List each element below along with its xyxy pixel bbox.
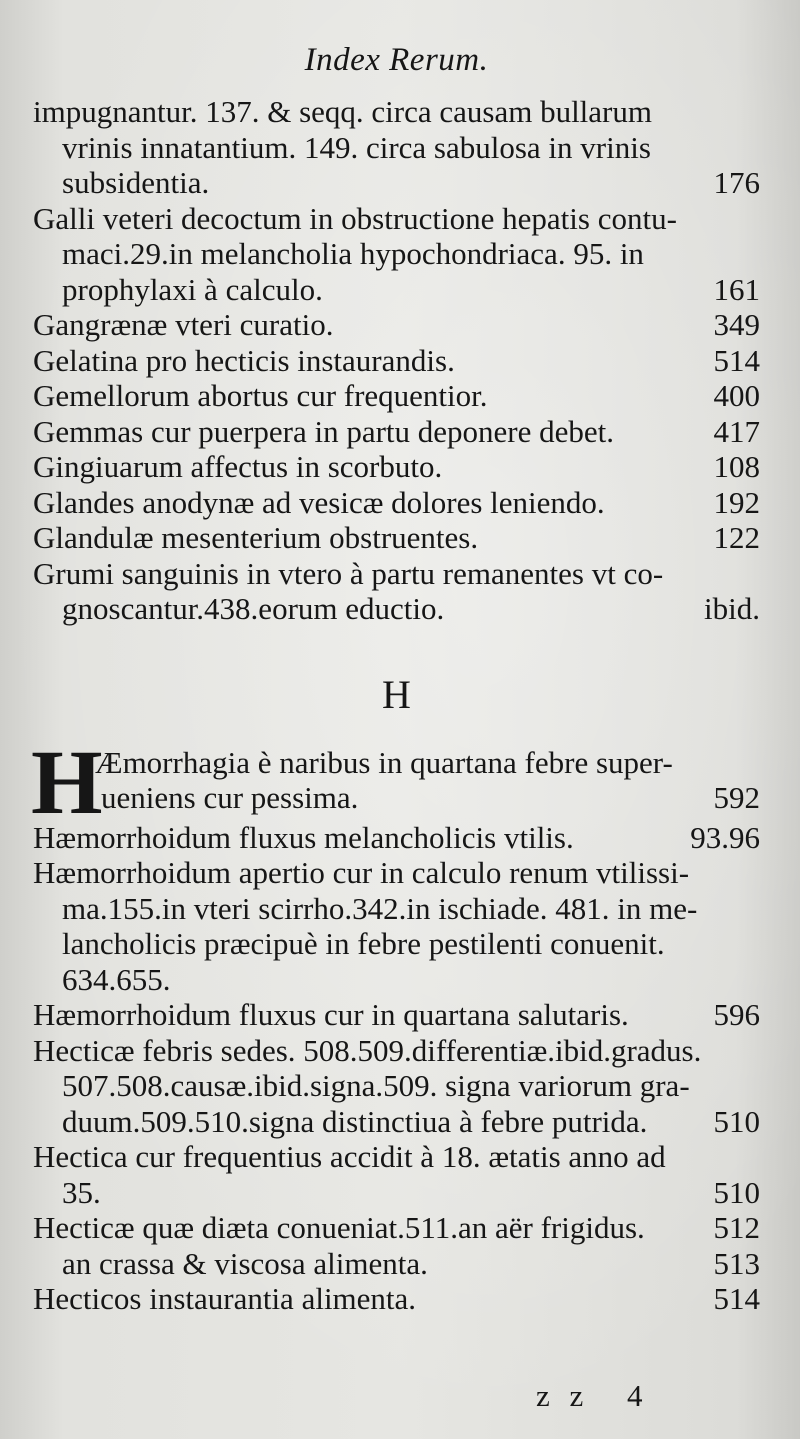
entry-line	[33, 307, 760, 343]
index-entry	[33, 855, 760, 997]
entry-line	[95, 780, 760, 816]
index-entry	[33, 378, 760, 414]
entry-page: 510	[713, 1174, 760, 1210]
entry-line	[33, 1175, 760, 1211]
entry-text: Glandes anodynæ ad vesicæ dolores leniendo.	[33, 484, 605, 520]
entry-text: Hæmorrhoidum fluxus cur in quartana salutaris.	[33, 997, 629, 1032]
entry-text: Hectica cur frequentius accidit à 18. ætatis anno ad	[33, 1139, 666, 1174]
entry-page: 108	[713, 449, 760, 484]
entry-page: 514	[713, 1281, 760, 1316]
index-entry	[33, 94, 760, 201]
entry-line	[33, 820, 760, 856]
entry-text: ma.155.in vteri scirrho.342.in ischiade. 481. in me-	[62, 890, 698, 926]
entry-line	[33, 556, 760, 592]
entry-text: subsidentia.	[62, 165, 210, 200]
drop-capital: H	[31, 730, 103, 833]
running-head: Index Rerum.	[304, 42, 489, 78]
entry-page: 596	[713, 997, 760, 1032]
entry-text: ueniens cur pessima.	[101, 780, 359, 815]
signature-letters: z z	[536, 1378, 590, 1413]
entry-text: Hæmorrhoidum fluxus melancholicis vtilis.	[33, 819, 574, 855]
entry-text: lancholicis præcipuè in febre pestilenti conuenit.	[62, 926, 665, 961]
index-entry	[33, 449, 760, 485]
entry-page: 400	[713, 378, 760, 413]
entry-text: 507.508.causæ.ibid.signa.509. signa variorum gra-	[62, 1068, 690, 1103]
entry-page: 514	[713, 342, 760, 378]
index-entry	[33, 556, 760, 627]
index-entry	[33, 485, 760, 521]
entry-line	[33, 1246, 760, 1282]
index-entry	[33, 997, 760, 1033]
entry-text: an crassa & viscosa alimenta.	[62, 1245, 428, 1281]
entry-page: 512	[713, 1210, 760, 1245]
entry-line	[33, 272, 760, 308]
entry-page: 176	[713, 165, 760, 200]
index-entry	[33, 1139, 760, 1210]
entry-line	[33, 1068, 760, 1104]
index-entry	[33, 520, 760, 556]
entry-line	[33, 1139, 760, 1175]
entry-line	[33, 891, 760, 927]
entry-page: 122	[713, 520, 760, 555]
section-heading: H	[382, 671, 411, 717]
entry-text: Gingiuarum affectus in scorbuto.	[33, 449, 443, 484]
entry-page: 592	[713, 780, 760, 815]
entry-text: Grumi sanguinis in vtero à partu remanentes vt co-	[33, 555, 664, 591]
entry-line	[33, 201, 760, 237]
entry-page: 513	[713, 1245, 760, 1281]
entry-text: Hecticæ febris sedes. 508.509.differentiæ.ibid.gradus.	[33, 1032, 702, 1068]
index-entry	[33, 343, 760, 379]
entry-line	[33, 520, 760, 556]
entry-text: Galli veteri decoctum in obstructione hepatis contu-	[33, 200, 677, 236]
index-entry	[33, 1210, 760, 1281]
entry-text: impugnantur. 137. & seqq. circa causam bullarum	[33, 94, 652, 129]
entry-text: Gemellorum abortus cur frequentior.	[33, 378, 488, 413]
entry-page: 349	[713, 307, 760, 342]
entry-line	[33, 962, 760, 998]
entry-page: 93.96	[690, 819, 760, 855]
entry-line	[33, 997, 760, 1033]
entry-line	[33, 343, 760, 379]
signature-number: 4	[627, 1378, 649, 1413]
signature-mark	[536, 1378, 649, 1414]
entry-line	[33, 130, 760, 166]
entry-text: vrinis innatantium. 149. circa sabulosa in vrinis	[62, 129, 651, 165]
entry-text: Hecticæ quæ diæta conueniat.511.an aër frigidus.	[33, 1210, 645, 1245]
entry-line	[33, 1104, 760, 1140]
entry-text: Glandulæ mesenterium obstruentes.	[33, 520, 479, 555]
entry-line	[33, 1033, 760, 1069]
index-entry	[33, 414, 760, 450]
entry-line	[33, 485, 760, 521]
entry-text: Gelatina pro hecticis instaurandis.	[33, 342, 455, 378]
index-entry	[33, 1033, 760, 1140]
index-entry	[33, 307, 760, 343]
entry-line	[33, 855, 760, 891]
entry-line	[33, 94, 760, 130]
entry-text: duum.509.510.signa distinctiua à febre putrida.	[62, 1103, 648, 1139]
entry-text: 35.	[62, 1174, 101, 1210]
entry-page: 192	[713, 484, 760, 520]
dropcap-entry	[31, 730, 760, 833]
entry-page: ibid.	[704, 591, 760, 626]
entry-line	[33, 414, 760, 450]
entry-text: Gangrænæ vteri curatio.	[33, 307, 334, 342]
entry-line	[33, 591, 760, 627]
index-entry	[33, 1281, 760, 1317]
entry-text: prophylaxi à calculo.	[62, 271, 323, 307]
entry-text: maci.29.in melancholia hypochondriaca. 95. in	[62, 236, 644, 271]
entry-page: 161	[713, 271, 760, 307]
entry-text: Hæmorrhoidum apertio cur in calculo renum vtilissi-	[33, 855, 690, 890]
entry-line	[33, 926, 760, 962]
entry-line	[95, 745, 760, 781]
entry-text: Æmorrhagia è naribus in quartana febre super-	[95, 744, 673, 780]
index-entry	[33, 201, 760, 308]
entry-text: Gemmas cur puerpera in partu deponere debet.	[33, 413, 614, 449]
entry-page: 417	[713, 413, 760, 449]
index-entries-h	[33, 820, 760, 1317]
entry-line	[33, 449, 760, 485]
entry-text: gnoscantur.438.eorum eductio.	[62, 591, 445, 626]
entry-line	[33, 1281, 760, 1317]
entry-text: 634.655.	[62, 961, 171, 997]
index-entries-g	[33, 94, 760, 627]
index-entry	[33, 820, 760, 856]
entry-text: Hecticos instaurantia alimenta.	[33, 1281, 417, 1316]
entry-line	[33, 165, 760, 201]
entry-page: 510	[713, 1103, 760, 1139]
entry-line	[33, 236, 760, 272]
entry-line	[33, 1210, 760, 1246]
entry-line	[33, 378, 760, 414]
